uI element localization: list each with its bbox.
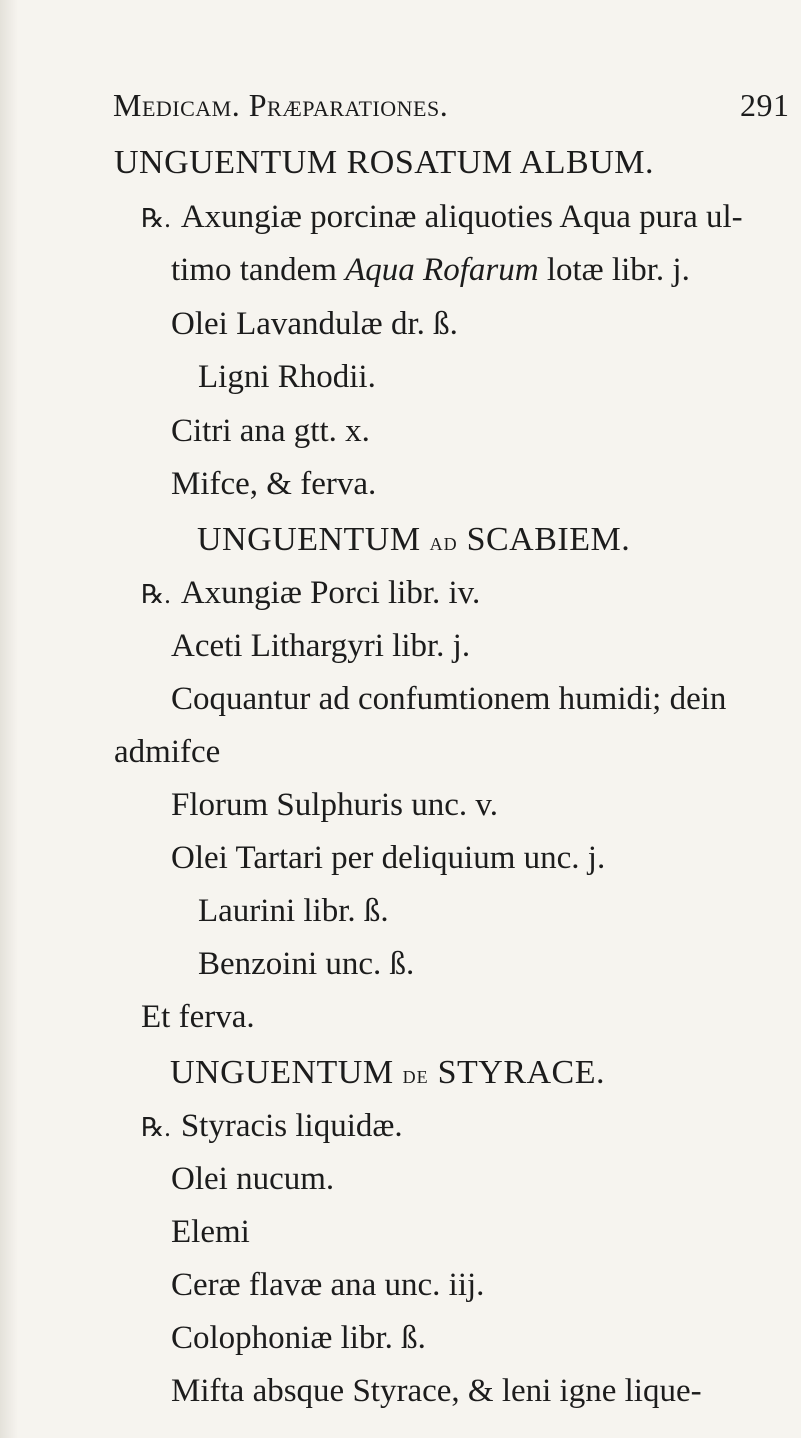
- recipe-line: Colophoniæ libr. ß.: [171, 1320, 426, 1356]
- section-title-rosatum: UNGUENTUM ROSATUM ALBUM.: [114, 144, 654, 181]
- running-header: [113, 85, 790, 125]
- recipe-line: Aceti Lithargyri libr. j.: [171, 628, 471, 664]
- recipe-symbol: ℞.: [141, 1113, 171, 1142]
- recipe-line: ℞. Axungiæ Porci libr. iv.: [141, 573, 480, 615]
- recipe-symbol: ℞.: [141, 204, 171, 233]
- recipe-instruction: Et ferva.: [141, 999, 255, 1035]
- recipe-line: Olei Lavandulæ dr. ß.: [171, 306, 458, 342]
- recipe-line: Laurini libr. ß.: [198, 893, 389, 929]
- recipe-line: ℞. Styracis liquidæ.: [141, 1106, 403, 1148]
- recipe-line: Citri ana gtt. x.: [171, 413, 370, 449]
- recipe-symbol: ℞.: [141, 580, 171, 609]
- recipe-line: Benzoini unc. ß.: [198, 946, 415, 982]
- recipe-line: Olei nucum.: [171, 1161, 335, 1197]
- section-title-scabiem: UNGUENTUM ad SCABIEM.: [197, 521, 631, 558]
- recipe-line: Ligni Rhodii.: [198, 359, 376, 395]
- recipe-instruction: Mifce, & ferva.: [171, 466, 377, 502]
- recipe-line: ℞. Axungiæ porcinæ aliquoties Aqua pura ul-: [141, 197, 743, 239]
- recipe-line: Florum Sulphuris unc. v.: [171, 787, 498, 823]
- page-gutter-shadow: [0, 0, 18, 1438]
- recipe-line: Coquantur ad confumtionem humidi; dein: [171, 681, 727, 717]
- recipe-line: Elemi: [171, 1214, 250, 1250]
- running-title: Medicam. Præparationes.: [113, 87, 449, 123]
- recipe-line: Olei Tartari per deliquium unc. j.: [171, 840, 606, 876]
- recipe-instruction: Mifta absque Styrace, & leni igne lique-: [171, 1373, 702, 1409]
- page-number: 291: [740, 87, 790, 123]
- recipe-line: timo tandem Aqua Rofarum lotæ libr. j.: [171, 252, 690, 288]
- recipe-line: admifce: [114, 734, 221, 770]
- recipe-line: Ceræ flavæ ana unc. iij.: [171, 1267, 485, 1303]
- italic-term: Aqua Rofarum: [345, 252, 539, 288]
- section-title-styrace: UNGUENTUM de STYRACE.: [170, 1054, 606, 1091]
